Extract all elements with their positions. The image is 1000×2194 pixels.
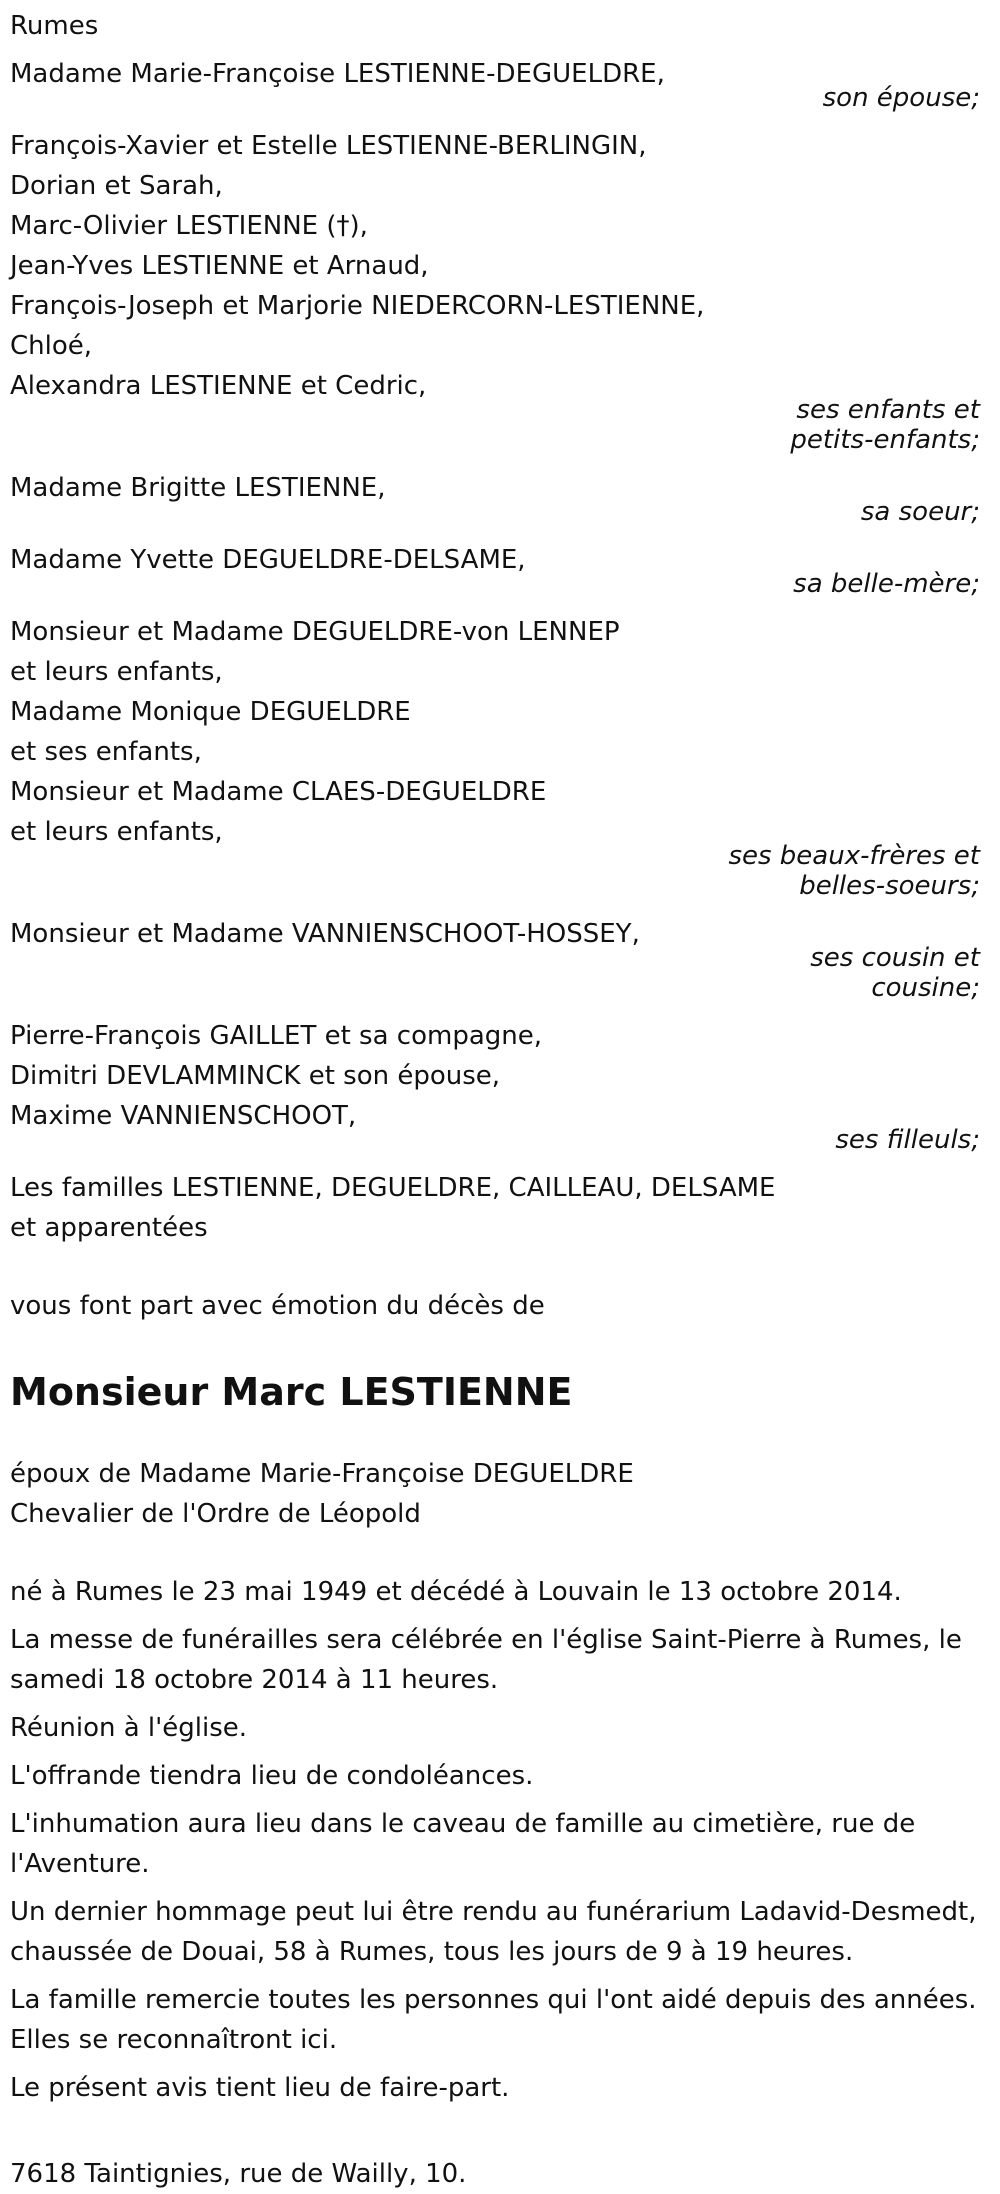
details-paragraphs xyxy=(10,1572,990,2108)
family-section xyxy=(10,1016,990,1160)
relationship-label: ses cousin et xyxy=(810,943,980,973)
title-line: époux de Madame Marie-Françoise DEGUELDRE xyxy=(10,1459,634,1489)
place-heading: Rumes xyxy=(10,11,99,41)
family-member-line: Marc-Olivier LESTIENNE (†), xyxy=(10,211,368,241)
family-member-line: et leurs enfants, xyxy=(10,657,223,687)
family-member-line: Monsieur et Madame DEGUELDRE-von LENNEP xyxy=(10,617,620,647)
detail-paragraph: L'inhumation aura lieu dans le caveau de famille au cimetière, rue de l'Aventure. xyxy=(10,1809,916,1879)
detail-paragraph: né à Rumes le 23 mai 1949 et décédé à Louvain le 13 octobre 2014. xyxy=(10,1577,902,1607)
detail-paragraph: La messe de funérailles sera célébrée en l'église Saint-Pierre à Rumes, le samedi 18 octobre 2014 à 11 heures. xyxy=(10,1625,962,1695)
family-member-line: et apparentées xyxy=(10,1213,208,1243)
relationship-label: cousine; xyxy=(871,973,980,1003)
relationship-label: ses beaux-frères et xyxy=(728,841,980,871)
relationship-label: belles-soeurs; xyxy=(799,871,980,901)
family-member-line: Monsieur et Madame VANNIENSCHOOT-HOSSEY, xyxy=(10,919,640,949)
family-member-line: et leurs enfants, xyxy=(10,817,223,847)
family-section xyxy=(10,1168,990,1248)
relationship-label: son épouse; xyxy=(822,83,980,113)
family-member-line: Madame Monique DEGUELDRE xyxy=(10,697,411,727)
announcement-text: vous font part avec émotion du décès de xyxy=(10,1291,545,1321)
detail-paragraph: L'offrande tiendra lieu de condoléances. xyxy=(10,1761,534,1791)
family-member-line: Madame Yvette DEGUELDRE-DELSAME, xyxy=(10,545,526,575)
family-member-line: Les familles LESTIENNE, DEGUELDRE, CAILLEAU, DELSAME xyxy=(10,1173,776,1203)
detail-paragraph: La famille remercie toutes les personnes qui l'ont aidé depuis des années. Elles se reconnaîtront ici. xyxy=(10,1985,977,2055)
family-member-line: Maxime VANNIENSCHOOT, xyxy=(10,1101,357,1131)
detail-paragraph: Un dernier hommage peut lui être rendu au funérarium Ladavid-Desmedt, chaussée de Douai, 58 à Rumes, tous les jours de 9 à 19 heures. xyxy=(10,1897,977,1967)
relationship-label: sa belle-mère; xyxy=(793,569,980,599)
family-member-line: François-Joseph et Marjorie NIEDERCORN-LESTIENNE, xyxy=(10,291,705,321)
family-section xyxy=(10,540,990,604)
family-section xyxy=(10,914,990,1008)
family-member-line: Dorian et Sarah, xyxy=(10,171,223,201)
family-section xyxy=(10,468,990,532)
relationship-label: petits-enfants; xyxy=(790,425,980,455)
relationship-label: sa soeur; xyxy=(860,497,980,527)
family-member-line: Madame Brigitte LESTIENNE, xyxy=(10,473,386,503)
relationship-label: ses filleuls; xyxy=(835,1125,980,1155)
family-member-line: François-Xavier et Estelle LESTIENNE-BERLINGIN, xyxy=(10,131,647,161)
family-member-line: Alexandra LESTIENNE et Cedric, xyxy=(10,371,427,401)
family-section xyxy=(10,126,990,460)
family-member-line: Chloé, xyxy=(10,331,93,361)
detail-paragraph: Le présent avis tient lieu de faire-part. xyxy=(10,2073,510,2103)
family-member-line: Pierre-François GAILLET et sa compagne, xyxy=(10,1021,543,1051)
family-member-line: Monsieur et Madame CLAES-DEGUELDRE xyxy=(10,777,547,807)
family-member-line: Jean-Yves LESTIENNE et Arnaud, xyxy=(10,251,429,281)
family-section xyxy=(10,54,990,118)
relationship-label: ses enfants et xyxy=(796,395,980,425)
family-member-line: Dimitri DEVLAMMINCK et son épouse, xyxy=(10,1061,501,1091)
family-member-line: et ses enfants, xyxy=(10,737,202,767)
address: 7618 Taintignies, rue de Wailly, 10. xyxy=(10,2159,467,2189)
title-line: Chevalier de l'Ordre de Léopold xyxy=(10,1499,421,1529)
family-member-line: Madame Marie-Françoise LESTIENNE-DEGUELDRE, xyxy=(10,59,665,89)
detail-paragraph: Réunion à l'église. xyxy=(10,1713,248,1743)
family-section xyxy=(10,612,990,906)
family-sections xyxy=(10,54,990,1248)
deceased-name: Monsieur Marc LESTIENNE xyxy=(10,1370,573,1414)
